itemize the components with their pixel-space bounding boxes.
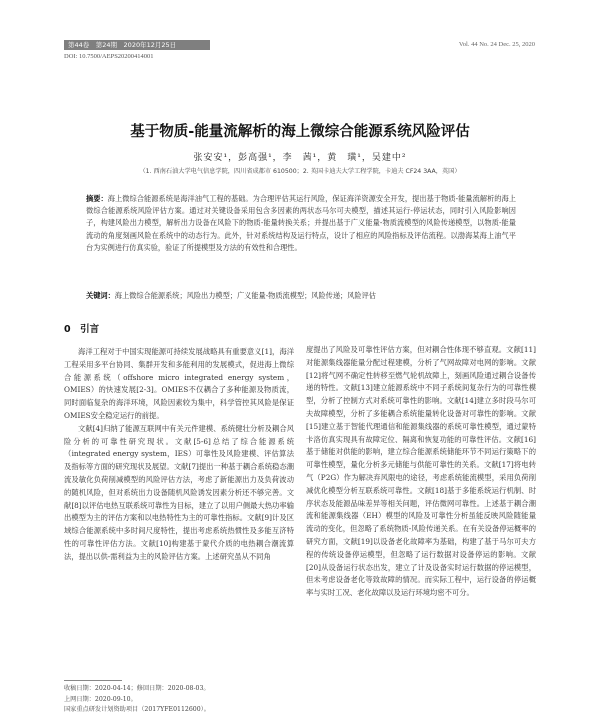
footnote-divider (64, 680, 122, 681)
author-list: 张安安¹，彭高强¹，李 茜¹，黄 璜¹，吴建中² (193, 153, 407, 163)
section-heading-introduction: 0 引言 (64, 324, 100, 335)
body-column-left (64, 346, 294, 564)
abstract-text: 海上微综合能源系统是海洋油气工程的基础。为合理评估其运行风险，保证海洋资源安全开发，提出基于物质-能量流解析的海上微综合能源系统风险评估方案。通过对关键设备采用包含多因素的两状态马尔可夫模型，描述其运行-停运状态，同时引入风险影响因子，构建风险出力模型，解析出力设备在风险下的物质-能量转换关系；并提出基于广义能量-物质流模型的风险传递模型，以物质-能量流动的角度刻画风险在系统中的动态行为。此外，针对系统结构及运行特点，设计了相应的风险指标及评估流程。以渤海某海上油气平台为实例进行仿真实验，验证了所提模型及方法的有效性和合理性。 (86, 194, 516, 252)
footnote-received-date: 收稿日期：2020-04-14；修回日期：2020-08-03。 (64, 685, 210, 692)
journal-issue-bar (64, 40, 210, 50)
keywords-text: 海上微综合能源系统；风险出力模型；广义能量-物质流模型；风险传递；风险评估 (114, 291, 376, 300)
keywords-label: 关键词： (86, 291, 115, 300)
keywords (86, 290, 516, 302)
body-paragraph: 度提出了风险及可靠性评估方案，但对耦合性体现不够直观。文献[11]对能源集线器能量分配过程建模，分析了气网故障对电网的影响。文献[12]将气网不确定性转移至燃气轮机故障上，刻画风险通过耦合设备传递的特性。文献[13]建立能源系统中不同子系统间复杂行为的可靠性模型，分析了控制方式对系统可靠性的影响。文献[14]建立多时段马尔可夫故障模型，分析了多能耦合系统能量转化设备对可靠性的影响。文献[15]建立基于智能代理通信和能源集线器的系统可靠性模型，通过蒙特卡洛仿真实现具有故障定位、隔离和恢复功能的可靠性评估。文献[16]基于储能对供能的影响，建立综合能源系统储能环节不同运行策略下的可靠性模型，量化分析多元储能与供能可靠性的关系。文献[17]将电转气（P2G）作为解决弃风限电的途径，考虑系统能流模型，采用负荷削减优化模型分析互联系统可靠性。文献[18]基于多能系统运行机制、时序状态及能源品味差异等相关问题，评估微网可靠性。上述基于耦合潮流和能源集线器（EH）模型的风险及可靠性分析虽能反映风险随能量流动的变化，但忽略了系统物质-风险传递关系。在有关设备停运概率的研究方面，文献[19]以设备老化故障率为基础，构建了基于马尔可夫方程的传统设备停运模型，但忽略了运行数据对设备停运的影响。文献[20]从设备运行状态出发，建立了计及设备实时运行数据的停运模型，但未考虑设备老化等致故障的情况。而实际工程中，运行设备的停运概率与实时工况、老化故障以及运行环境均密不可分。 (306, 345, 536, 598)
paper-title: 基于物质-能量流解析的海上微综合能源系统风险评估 (130, 124, 470, 140)
doi-link[interactable]: DOI: 10.7500/AEPS20200414001 (64, 53, 154, 60)
body-paragraph: 文献[4]归纳了能源互联网中有关元件建模、系统健壮分析及耦合风险分析的可靠性研究现状。文献[5-6]总结了综合能源系统（integrated energy system，IES）可靠性及风险建模、评估算法及指标等方面的研究现状及展望。文献[7]提出一种基于耦合系统稳态潮流及敏化负荷削减模型的风险评估方法，考虑了新能源出力及负荷波动的随机风险，但对系统出力设备随机风险诱发因素分析还不够完善。文献[8]以评估电热互联系统可靠性为目标，建立了以用户侧最大热功率输出模型为主的评估方案和以电热特性为主的可靠性指标。文献[9]计及区域综合能源系统中多时间尺度特性，提出考虑系统热惯性及多能互济特性的可靠性评估方法。文献[10]构建基于蒙代介质的电热耦合潮流算法，提出以供-需利益为主的风险评估方案。上述研究虽从不同角 (64, 423, 294, 561)
abstract (86, 193, 516, 254)
abstract-label: 摘要： (86, 194, 108, 203)
journal-volume-english: Vol. 44 No. 24 Dec. 25, 2020 (458, 41, 535, 48)
footnote-online-date: 上网日期：2020-09-10。 (64, 695, 137, 703)
body-column-right (306, 344, 536, 600)
footnotes (64, 684, 300, 716)
body-paragraph: 海洋工程对于中国实现能源可持续发展战略具有重要意义[1]，海洋工程采用多平台协同、集群开发和多能利用的发展模式，促进海上微综合能源系统（offshore micro integrated energy system，OMIES）的快速发展[2-3]。OMIES不仅耦合了多种能源及物质流，同时面临复杂的海洋环境，风险因素较为集中，科学管控其风险是保证OMIES安全稳定运行的前提。 (64, 347, 294, 420)
journal-issue-label: 第44卷 第24期 2020年12月25日 (68, 41, 177, 49)
footnote-funding: 国家重点研发计划资助项目（2017YFE0112600）。 (64, 706, 210, 714)
author-affiliations: （1. 西南石油大学电气信息学院，四川省成都市 610500；2. 英国卡迪夫大学工程学院，卡迪夫 CF24 3AA，英国） (139, 168, 461, 175)
